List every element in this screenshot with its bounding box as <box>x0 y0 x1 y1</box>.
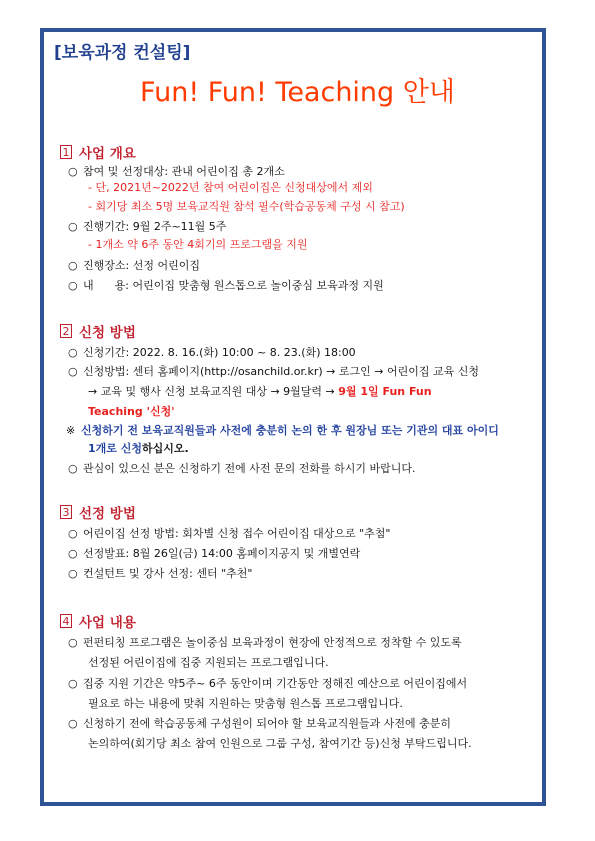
list-item-continuation: 선정된 어린이집에 집중 지원되는 프로그램입니다. <box>88 656 329 669</box>
circle-bullet-icon: ○ <box>68 220 78 233</box>
list-item: ○ 어린이집 선정 방법: 회차별 신청 접수 어린이집 대상으로 "추첨" <box>68 527 391 540</box>
list-item: ○ 진행장소: 선정 어린이집 <box>68 259 200 272</box>
section-3-heading <box>60 503 136 521</box>
circle-bullet-icon: ○ <box>68 677 78 690</box>
circle-bullet-icon: ○ <box>68 547 78 560</box>
circle-bullet-icon: ○ <box>68 717 78 730</box>
category-tag: [보육과정 컨설팅] <box>54 43 191 63</box>
list-item: ○ 선정발표: 8월 26일(금) 14:00 홈페이지공지 및 개별연락 <box>68 547 361 560</box>
list-item: ○ 신청방법: 센터 홈페이지(http://osanchild.or.kr) → 로그인 → 어린이집 교육 신청 <box>68 365 479 378</box>
circle-bullet-icon: ○ <box>68 365 78 378</box>
circle-bullet-icon: ○ <box>68 346 78 359</box>
section-4-title: 사업 내용 <box>79 615 136 631</box>
list-item: ○ 펀펀티칭 프로그램은 놀이중심 보육과정이 현장에 안정적으로 정착할 수 있도록 <box>68 636 462 649</box>
circle-bullet-icon: ○ <box>68 259 78 272</box>
list-item-continuation: Teaching '신청' <box>88 405 175 418</box>
list-item: ○ 컨설턴트 및 강사 선정: 센터 "추천" <box>68 567 253 580</box>
list-subitem: - 회기당 최소 5명 보육교직원 참석 필수(학습공동체 구성 시 참고) <box>88 200 405 213</box>
section-4-heading <box>60 612 136 630</box>
list-item: ○ 신청기간: 2022. 8. 16.(화) 10:00 ~ 8. 23.(화) 18:00 <box>68 346 356 359</box>
list-item-continuation: 논의하여(회기당 최소 참여 인원으로 그룹 구성, 참여기간 등)신청 부탁드립니다. <box>88 737 472 750</box>
circle-bullet-icon: ○ <box>68 567 78 580</box>
section-1-title: 사업 개요 <box>79 146 136 162</box>
section-2-number: 2 <box>60 324 72 338</box>
reference-mark-icon: ※ <box>66 424 76 437</box>
list-item: ○ 내 용: 어린이집 맞춤형 원스톱으로 놀이중심 보육과정 지원 <box>68 279 384 292</box>
circle-bullet-icon: ○ <box>68 279 78 292</box>
list-item-continuation: 필요로 하는 내용에 맞춰 지원하는 맞춤형 원스톱 프로그램입니다. <box>88 697 403 710</box>
section-4-number: 4 <box>60 614 72 628</box>
section-1-heading <box>60 143 136 161</box>
section-1-number: 1 <box>60 145 72 159</box>
section-3-number: 3 <box>60 505 72 519</box>
page-title: Fun! Fun! Teaching 안내 <box>140 77 455 108</box>
circle-bullet-icon: ○ <box>68 636 78 649</box>
section-2-heading <box>60 322 136 340</box>
list-item: ○ 관심이 있으신 분은 신청하기 전에 사전 문의 전화를 하시기 바랍니다. <box>68 462 416 475</box>
list-item: ○ 참여 및 선정대상: 관내 어린이집 총 2개소 <box>68 165 285 178</box>
note: ※ 신청하기 전 보육교직원들과 사전에 충분히 논의 한 후 원장님 또는 기관의 대표 아이디 <box>66 424 499 437</box>
circle-bullet-icon: ○ <box>68 462 78 475</box>
list-item: ○ 신청하기 전에 학습공동체 구성원이 되어야 할 보육교직원들과 사전에 충분히 <box>68 717 452 730</box>
note-continuation: 1개로 신청하십시오. <box>88 442 189 455</box>
list-subitem: - 1개소 약 6주 동안 4회기의 프로그램을 지원 <box>88 238 308 251</box>
list-item: ○ 집중 지원 기간은 약5주~ 6주 동안이며 기간동안 정해진 예산으로 어린이집에서 <box>68 677 468 690</box>
section-3-title: 선정 방법 <box>79 506 136 522</box>
list-item-continuation: → 교육 및 행사 신청 보육교직원 대상 → 9월달력 → 9월 1일 Fun Fun <box>88 385 432 398</box>
list-item: ○ 진행기간: 9월 2주~11월 5주 <box>68 220 227 233</box>
circle-bullet-icon: ○ <box>68 527 78 540</box>
circle-bullet-icon: ○ <box>68 165 78 178</box>
section-2-title: 신청 방법 <box>79 325 136 341</box>
list-subitem: - 단, 2021년~2022년 참여 어린이집은 신청대상에서 제외 <box>88 181 373 194</box>
